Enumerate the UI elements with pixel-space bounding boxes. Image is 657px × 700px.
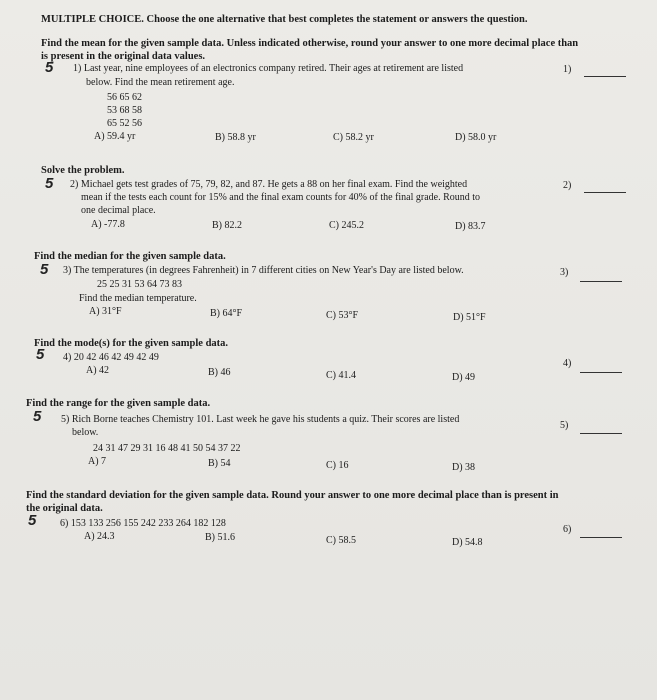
section-median-heading: Find the median for the given sample data. bbox=[34, 251, 226, 262]
header-title: MULTIPLE CHOICE. bbox=[41, 14, 144, 25]
question-2-option-b[interactable]: B) 82.2 bbox=[212, 220, 242, 231]
handwritten-mark: 5 bbox=[33, 408, 42, 425]
page-header bbox=[41, 14, 527, 25]
section-weighted-heading: Solve the problem. bbox=[41, 165, 125, 176]
question-5-option-a[interactable]: A) 7 bbox=[88, 456, 107, 467]
question-5-text-line1: 5) Rich Borne teaches Chemistry 101. Last week he gave his students a quiz. Their scores are listed bbox=[61, 414, 460, 425]
question-3-answer-blank[interactable] bbox=[580, 281, 622, 282]
handwritten-mark: 5 bbox=[40, 261, 49, 278]
handwritten-mark: 5 bbox=[36, 346, 45, 363]
question-1-data-row: 53 68 58 bbox=[107, 105, 142, 116]
handwritten-mark: 5 bbox=[45, 175, 54, 192]
question-1-data-row: 56 65 62 bbox=[107, 92, 142, 103]
question-2-number: 2) bbox=[563, 180, 572, 191]
section-range-heading: Find the range for the given sample data. bbox=[26, 398, 211, 409]
question-5-option-b[interactable]: B) 54 bbox=[208, 458, 231, 469]
question-5-answer-blank[interactable] bbox=[580, 433, 622, 434]
section-stdev-heading-line1: Find the standard deviation for the given sample data. Round your answer to one more decimal place than is present in bbox=[26, 490, 559, 501]
question-2-text-line3: one decimal place. bbox=[81, 205, 156, 216]
question-1-number: 1) bbox=[563, 64, 572, 75]
section-stdev-heading-line2: the original data. bbox=[26, 503, 103, 514]
question-3-option-c[interactable]: C) 53°F bbox=[326, 310, 359, 321]
handwritten-mark: 5 bbox=[45, 59, 54, 76]
question-2-text-line1: 2) Michael gets test grades of 75, 79, 82, and 87. He gets a 88 on her final exam. Find the weighted bbox=[70, 179, 468, 190]
question-4-option-a[interactable]: A) 42 bbox=[86, 365, 110, 376]
section-mean-heading-line2: is present in the original data values. bbox=[41, 51, 206, 62]
question-1-data-row: 65 52 56 bbox=[107, 118, 142, 129]
question-5-number: 5) bbox=[560, 420, 569, 431]
question-1-text-line1: 1) Last year, nine employees of an electronics company retired. Their ages at retirement are listed bbox=[73, 63, 464, 74]
question-6-number: 6) bbox=[563, 524, 572, 535]
question-5-option-d[interactable]: D) 38 bbox=[452, 462, 476, 473]
section-mean-heading-line1: Find the mean for the given sample data. Unless indicated otherwise, round your answer to one more decimal place than bbox=[41, 38, 579, 49]
question-4-option-b[interactable]: B) 46 bbox=[208, 367, 231, 378]
question-6-answer-blank[interactable] bbox=[580, 537, 622, 538]
question-4-answer-blank[interactable] bbox=[580, 372, 622, 373]
question-1-option-d[interactable]: D) 58.0 yr bbox=[455, 132, 497, 143]
question-2-text-line2: mean if the tests each count for 15% and the final exam counts for 40% of the final grade. Round to bbox=[81, 192, 481, 203]
question-3-text-line1: 3) The temperatures (in degrees Fahrenheit) in 7 different cities on New Year's Day are listed below. bbox=[63, 265, 464, 276]
question-6-option-a[interactable]: A) 24.3 bbox=[84, 531, 115, 542]
question-2-answer-blank[interactable] bbox=[584, 192, 626, 193]
question-4-text-line1: 4) 20 42 46 42 49 42 49 bbox=[63, 352, 159, 363]
question-2-option-a[interactable]: A) -77.8 bbox=[91, 219, 125, 230]
section-mode-heading: Find the mode(s) for the given sample data. bbox=[34, 338, 229, 349]
question-2-option-c[interactable]: C) 245.2 bbox=[329, 220, 364, 231]
question-3-number: 3) bbox=[560, 267, 569, 278]
question-3-data: 25 25 31 53 64 73 83 bbox=[97, 279, 182, 290]
question-3-option-d[interactable]: D) 51°F bbox=[453, 312, 486, 323]
question-3-option-a[interactable]: A) 31°F bbox=[89, 306, 122, 317]
header-instruction: Choose the one alternative that best completes the statement or answers the question. bbox=[146, 14, 528, 25]
question-1-option-a[interactable]: A) 59.4 yr bbox=[94, 131, 136, 142]
question-6-option-d[interactable]: D) 54.8 bbox=[452, 537, 483, 548]
question-4-option-d[interactable]: D) 49 bbox=[452, 372, 476, 383]
question-6-text-line1: 6) 153 133 256 155 242 233 264 182 128 bbox=[60, 518, 226, 529]
question-1-answer-blank[interactable] bbox=[584, 76, 626, 77]
question-1-text-line2: below. Find the mean retirement age. bbox=[86, 77, 235, 88]
question-5-option-c[interactable]: C) 16 bbox=[326, 460, 349, 471]
question-5-data: 24 31 47 29 31 16 48 41 50 54 37 22 bbox=[93, 443, 241, 454]
question-6-option-c[interactable]: C) 58.5 bbox=[326, 535, 356, 546]
question-3-prompt: Find the median temperature. bbox=[79, 293, 197, 304]
question-2-option-d[interactable]: D) 83.7 bbox=[455, 221, 486, 232]
question-1-option-c[interactable]: C) 58.2 yr bbox=[333, 132, 374, 143]
question-1-option-b[interactable]: B) 58.8 yr bbox=[215, 132, 256, 143]
question-3-option-b[interactable]: B) 64°F bbox=[210, 308, 243, 319]
question-4-number: 4) bbox=[563, 358, 572, 369]
question-6-option-b[interactable]: B) 51.6 bbox=[205, 532, 235, 543]
handwritten-mark: 5 bbox=[28, 512, 37, 529]
question-4-option-c[interactable]: C) 41.4 bbox=[326, 370, 356, 381]
question-5-text-line2: below. bbox=[72, 427, 99, 438]
